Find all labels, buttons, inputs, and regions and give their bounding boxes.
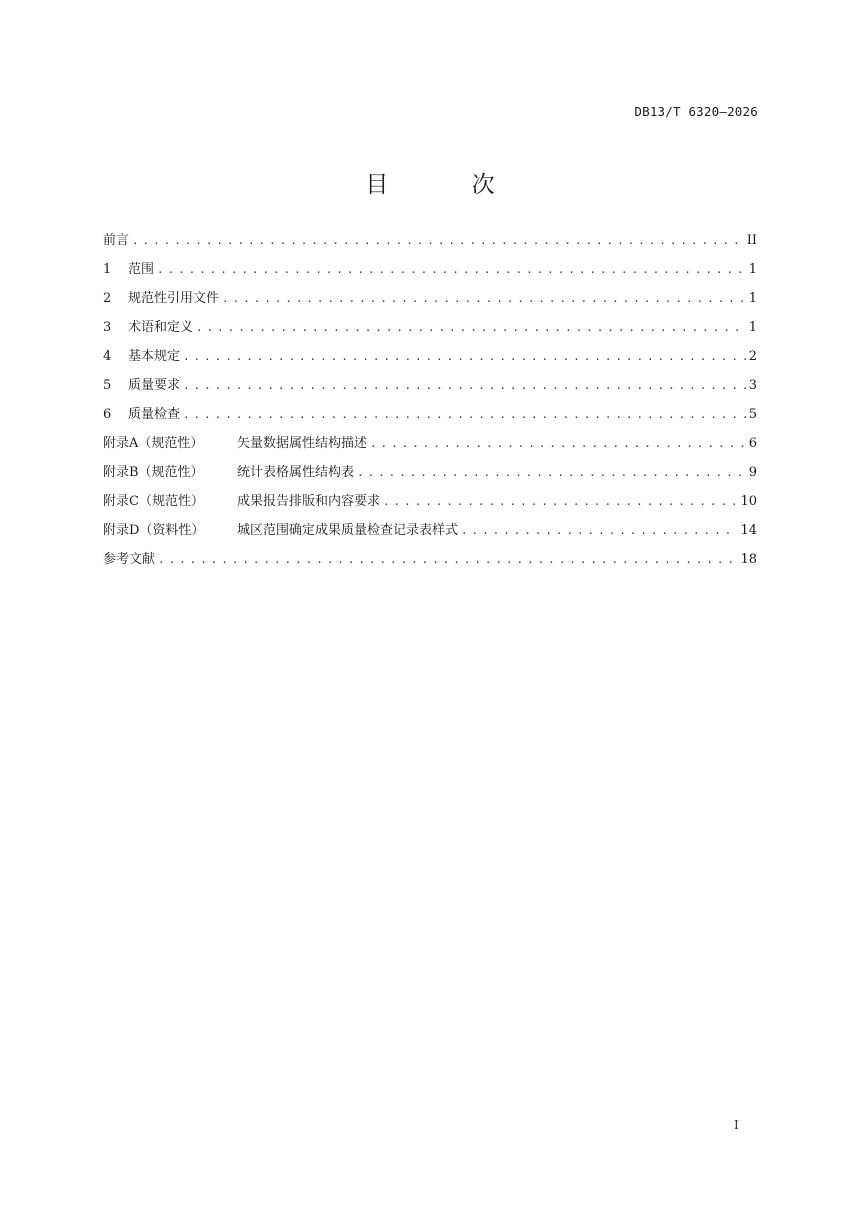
dot-leader — [183, 374, 746, 398]
toc-entry-label: 前言 — [103, 233, 130, 248]
document-code: DB13/T 6320—2026 — [634, 104, 758, 119]
toc-entry-number: 5 — [103, 378, 112, 393]
toc-entry-label-wrap — [103, 287, 219, 311]
toc-entry-label-wrap — [103, 229, 129, 253]
toc-entry-label-wrap — [103, 316, 193, 340]
toc-entry-page: 14 — [740, 523, 757, 538]
toc-entry-label-wrap — [103, 461, 354, 485]
toc-entry-label-wrap — [103, 374, 180, 398]
toc-entry-page: 6 — [748, 436, 757, 451]
toc-entry-quality-inspection[interactable] — [103, 403, 757, 432]
toc-entry-page: 1 — [748, 262, 757, 277]
toc-entry-label-wrap — [103, 519, 458, 543]
toc-entry-label: 质量检查 — [128, 407, 181, 422]
toc-appendix-tag: 附录C（规范性） — [103, 494, 204, 509]
toc-entry-number: 2 — [103, 291, 112, 306]
toc-entry-appendix-c[interactable] — [103, 490, 757, 519]
toc-entry-basic-provisions[interactable] — [103, 345, 757, 374]
toc-appendix-tag: 附录B（规范性） — [103, 465, 204, 480]
toc-entry-label-wrap — [103, 432, 367, 456]
toc-entry-label: 矢量数据属性结构描述 — [237, 436, 368, 451]
toc-entry-label-wrap — [103, 490, 380, 514]
toc-entry-page: 1 — [748, 320, 757, 335]
toc-entry-label: 城区范围确定成果质量检查记录表样式 — [237, 523, 459, 538]
toc-entry-page: 18 — [740, 552, 757, 567]
toc-entry-appendix-a[interactable] — [103, 432, 757, 461]
toc-entry-label: 质量要求 — [128, 378, 181, 393]
dot-leader — [357, 461, 746, 485]
toc-title: 目 次 — [365, 172, 533, 198]
dot-leader — [158, 548, 737, 572]
toc-entry-number: 4 — [103, 349, 112, 364]
toc-entry-label-wrap — [103, 548, 155, 572]
toc-entry-page: 10 — [740, 494, 757, 509]
toc-entry-number: 6 — [103, 407, 112, 422]
toc-appendix-tag: 附录A（规范性） — [103, 436, 204, 451]
toc-entry-terms-definitions[interactable] — [103, 316, 757, 345]
dot-leader — [157, 258, 746, 282]
dot-leader — [461, 519, 737, 543]
toc-entry-bibliography[interactable] — [103, 548, 757, 577]
dot-leader — [132, 229, 744, 253]
toc-entry-page: 2 — [748, 349, 757, 364]
toc-entry-page: 5 — [748, 407, 757, 422]
toc-entry-quality-requirements[interactable] — [103, 374, 757, 403]
toc-entry-foreword[interactable] — [103, 229, 757, 258]
dot-leader — [370, 432, 746, 456]
dot-leader — [383, 490, 737, 514]
toc-entry-appendix-d[interactable] — [103, 519, 757, 548]
dot-leader — [183, 345, 746, 369]
toc-entry-page: 9 — [748, 465, 757, 480]
toc-entry-appendix-b[interactable] — [103, 461, 757, 490]
toc-entry-page: II — [746, 233, 757, 248]
toc-entry-label-wrap — [103, 345, 180, 369]
table-of-contents — [103, 229, 757, 577]
toc-entry-label: 规范性引用文件 — [128, 291, 220, 306]
toc-entry-label: 成果报告排版和内容要求 — [237, 494, 381, 509]
page-number: I — [734, 1118, 739, 1132]
dot-leader — [183, 403, 746, 427]
toc-appendix-tag: 附录D（资料性） — [103, 523, 205, 538]
toc-entry-page: 1 — [748, 291, 757, 306]
toc-entry-label: 参考文献 — [103, 552, 156, 567]
toc-entry-label: 基本规定 — [128, 349, 181, 364]
dot-leader — [222, 287, 746, 311]
toc-entry-label-wrap — [103, 258, 154, 282]
toc-entry-number: 1 — [103, 262, 112, 277]
toc-entry-label: 统计表格属性结构表 — [237, 465, 355, 480]
toc-entry-normative-references[interactable] — [103, 287, 757, 316]
toc-entry-label-wrap — [103, 403, 180, 427]
toc-entry-label: 术语和定义 — [128, 320, 194, 335]
toc-entry-number: 3 — [103, 320, 112, 335]
toc-entry-scope[interactable] — [103, 258, 757, 287]
dot-leader — [196, 316, 746, 340]
toc-entry-label: 范围 — [128, 262, 155, 277]
toc-entry-page: 3 — [748, 378, 757, 393]
